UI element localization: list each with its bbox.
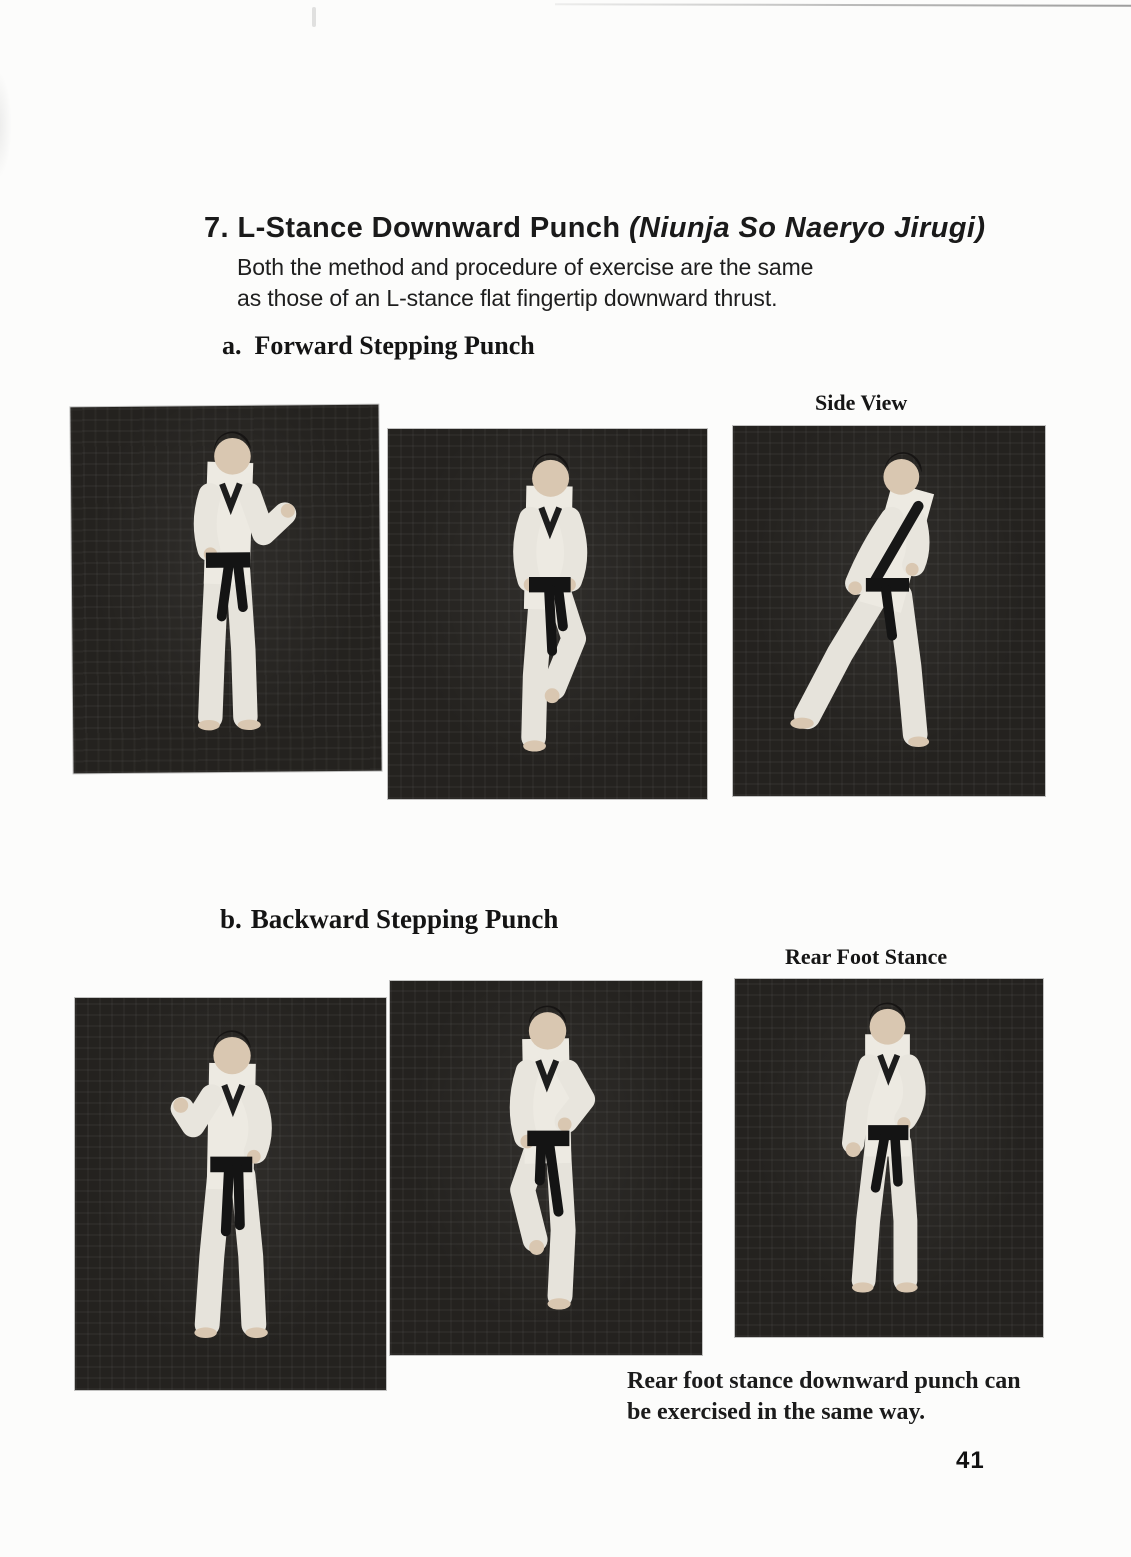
photo-forward-step-1: [70, 405, 381, 774]
title-number: 7.: [204, 212, 229, 244]
page-title: [204, 212, 985, 245]
intro-line-1: Both the method and procedure of exercise are the same: [237, 254, 814, 280]
photo-backward-step-1: [75, 998, 386, 1390]
figure-downward-punch: [735, 979, 1043, 1337]
intro-line-2: as those of an L-stance flat fingertip downward thrust.: [237, 285, 778, 311]
bottom-caption: [627, 1366, 1057, 1428]
title-romanization: (Niunja So Naeryo Jirugi): [628, 212, 986, 244]
figure-backward-stepping: [390, 981, 702, 1355]
section-b-label: b.: [220, 904, 242, 934]
section-b-heading: [220, 904, 558, 935]
caption-line-2: be exercised in the same way.: [627, 1399, 926, 1425]
photo-rear-foot-stance: [735, 979, 1043, 1337]
page-number: 41: [956, 1447, 985, 1474]
photo-backward-step-2: [390, 981, 702, 1355]
scan-artifact-line: [555, 3, 1131, 7]
figure-forward-stepping: [388, 429, 707, 799]
photo-forward-step-side-view: [733, 426, 1045, 796]
photo-forward-step-2: [388, 429, 707, 799]
intro-paragraph: [237, 252, 813, 314]
side-view-label: Side View: [815, 390, 908, 415]
figure-guard-stance: [75, 998, 386, 1390]
title-text: L-Stance Downward Punch: [237, 212, 621, 244]
section-a-label: a.: [222, 331, 242, 360]
caption-line-1: Rear foot stance downward punch can: [627, 1368, 1021, 1394]
section-a-heading: [222, 331, 535, 361]
rear-foot-stance-label: Rear Foot Stance: [785, 944, 948, 969]
figure-ready-stance: [70, 405, 381, 774]
section-b-heading-text: Backward Stepping Punch: [250, 904, 559, 934]
section-a-heading-text: Forward Stepping Punch: [254, 331, 535, 360]
scan-artifact-dash: [312, 7, 316, 27]
scan-artifact-smudge: [0, 70, 12, 180]
figure-side-view-punch: [733, 426, 1045, 796]
